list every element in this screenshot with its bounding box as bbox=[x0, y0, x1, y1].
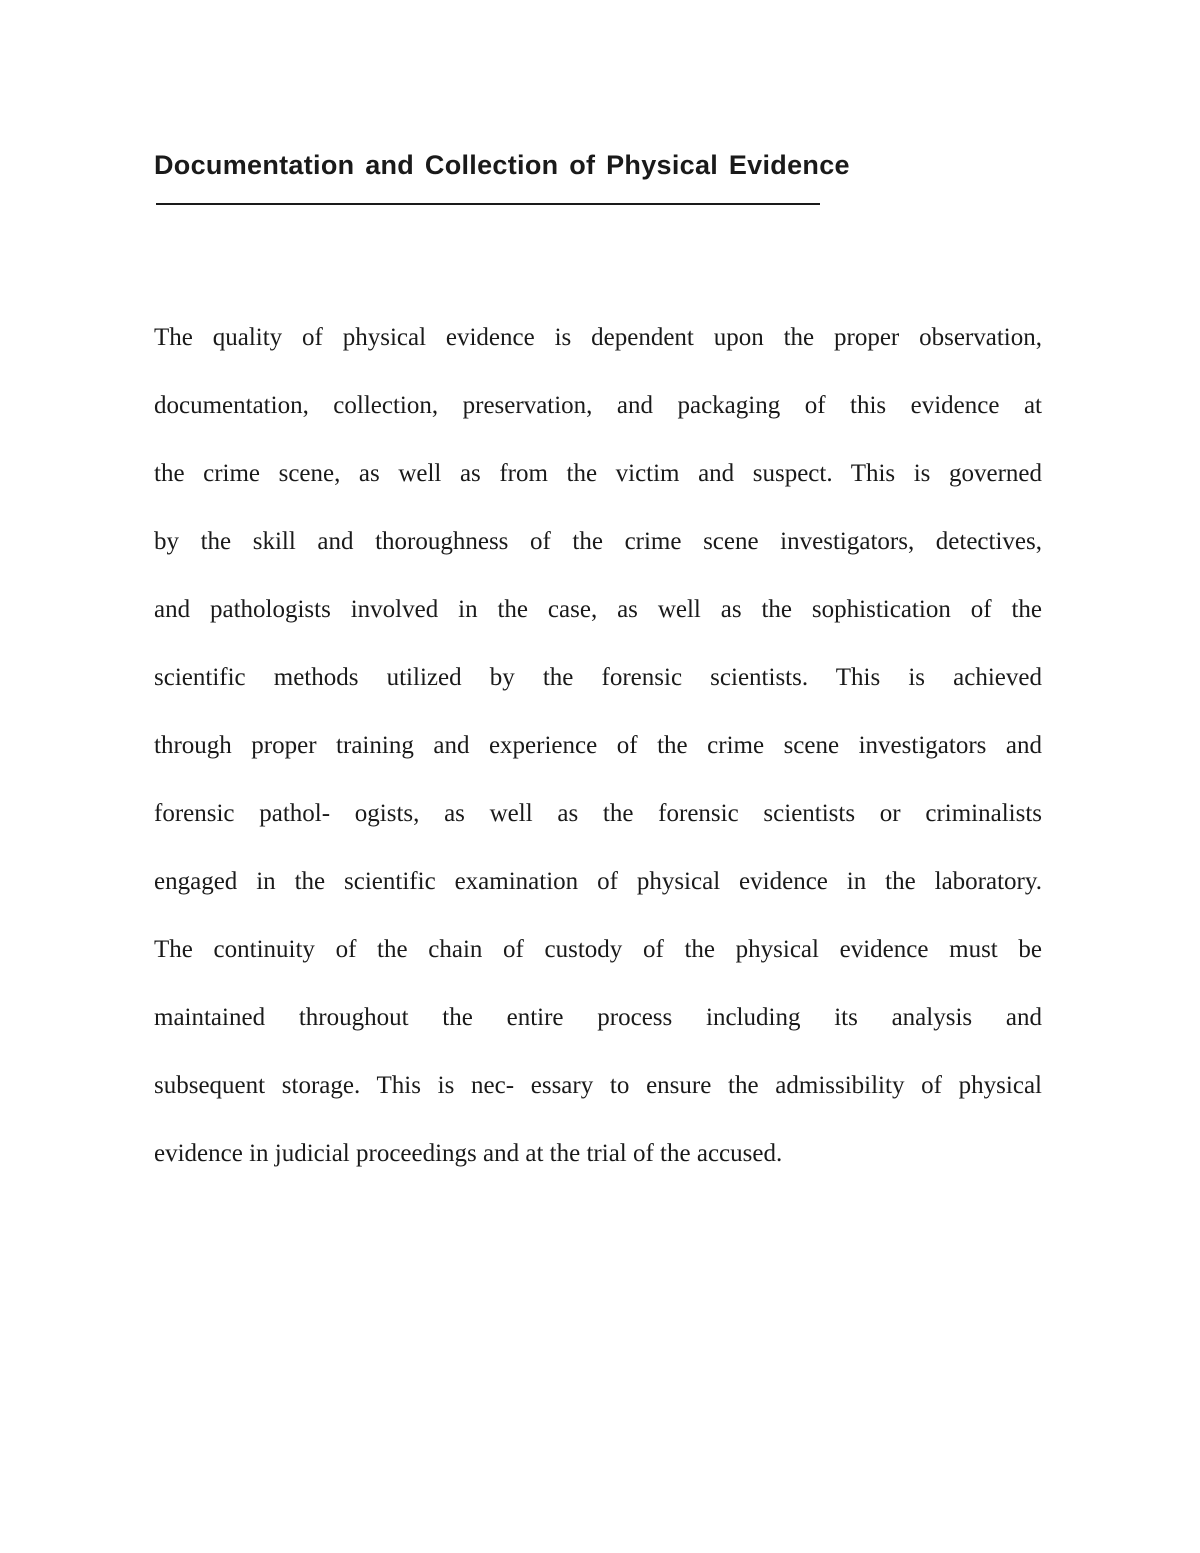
paragraph-line: maintained throughout the entire process including its analysis and bbox=[154, 1004, 1042, 1031]
title-underline bbox=[156, 203, 820, 205]
paragraph-line: evidence in judicial proceedings and at the trial of the accused. bbox=[154, 1140, 783, 1167]
paragraph-line: and pathologists involved in the case, as well as the sophistication of the bbox=[154, 596, 1042, 623]
paragraph-line: The continuity of the chain of custody of the physical evidence must be bbox=[154, 936, 1042, 963]
paragraph-line: The quality of physical evidence is dependent upon the proper observation, bbox=[154, 324, 1042, 351]
paragraph-line: documentation, collection, preservation, and packaging of this evidence at bbox=[154, 392, 1042, 419]
paragraph-line: by the skill and thoroughness of the crime scene investigators, detectives, bbox=[154, 528, 1042, 555]
body-paragraph bbox=[154, 304, 1042, 1188]
paragraph-line: engaged in the scientific examination of physical evidence in the laboratory. bbox=[154, 868, 1042, 895]
paragraph-line: scientific methods utilized by the forensic scientists. This is achieved bbox=[154, 664, 1042, 691]
paragraph-line: forensic pathol- ogists, as well as the forensic scientists or criminalists bbox=[154, 800, 1042, 827]
paragraph-line: through proper training and experience of the crime scene investigators and bbox=[154, 732, 1042, 759]
paragraph-line: the crime scene, as well as from the victim and suspect. This is governed bbox=[154, 460, 1042, 487]
paragraph-line: subsequent storage. This is nec- essary to ensure the admissibility of physical bbox=[154, 1072, 1042, 1099]
page-title: Documentation and Collection of Physical Evidence bbox=[154, 150, 850, 180]
